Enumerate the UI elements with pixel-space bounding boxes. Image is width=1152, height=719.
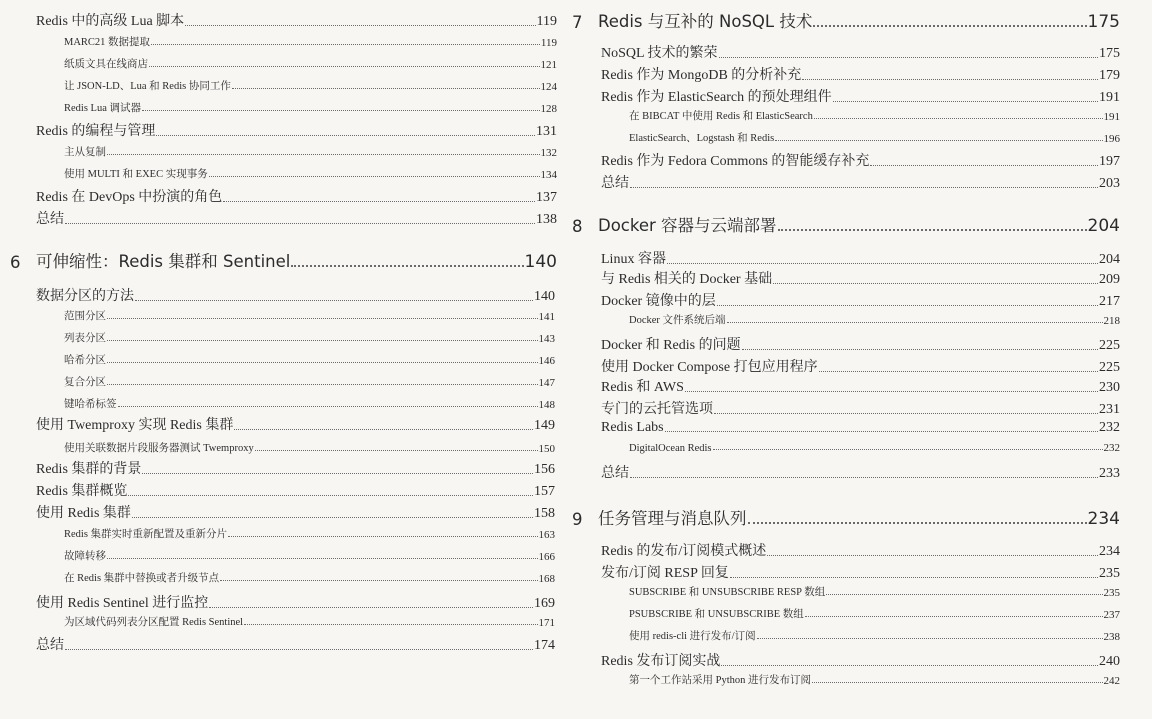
toc-entry-title: 第一个工作站采用 Python 进行发布订阅 [629,675,812,686]
leader-dots [107,154,540,155]
toc-page-number: 132 [540,147,557,159]
toc-entry-title: 键哈希标签 [64,399,117,410]
toc-entry[interactable] [601,376,1120,396]
toc-entry-title: Redis Lua 调试器 [64,103,141,114]
chapter-page-number: 175 [1087,12,1120,32]
toc-entry-title: Redis 中的高级 Lua 脚本 [36,14,185,29]
leader-dots [234,429,533,430]
toc-page-number: 141 [538,311,555,323]
toc-entry[interactable] [36,10,557,30]
leader-dots [232,88,540,89]
toc-entry-title: 使用 Docker Compose 打包应用程序 [601,360,818,375]
toc-page-number: 217 [1099,294,1120,309]
leader-dots [291,265,523,267]
toc-entry[interactable] [601,650,1120,670]
toc-entry-title: 与 Redis 相关的 Docker 基础 [601,272,773,287]
toc-entry-title: Redis 和 AWS [601,380,684,395]
toc-entry[interactable] [36,480,555,500]
toc-entry-title: Redis 的编程与管理 [36,124,156,139]
toc-page-number: 134 [540,169,557,181]
toc-entry-title: 为区域代码列表分区配置 Redis Sentinel [64,617,244,628]
toc-entry-title: 在 Redis 集群中替换或者升级节点 [64,573,220,584]
leader-dots [223,201,535,202]
leader-dots [156,135,535,136]
leader-dots [151,44,540,45]
toc-entry-title: 总结 [601,466,629,481]
leader-dots [742,349,1098,350]
leader-dots [714,413,1098,414]
toc-entry-title: Redis 作为 MongoDB 的分析补充 [601,68,802,83]
leader-dots [107,318,538,319]
toc-page-number: 143 [538,333,555,345]
toc-entry[interactable] [64,78,557,93]
toc-entry-title: Linux 容器 [601,252,666,267]
toc-entry[interactable] [64,100,557,115]
chapter-heading[interactable] [10,248,557,272]
toc-entry-title: MARC21 数据提取 [64,37,151,48]
leader-dots [812,682,1102,683]
leader-dots [118,406,538,407]
toc-entry[interactable] [36,285,555,305]
toc-entry[interactable] [601,248,1120,268]
toc-entry[interactable] [629,130,1120,145]
toc-page-number: 158 [534,506,555,521]
toc-page-number: 148 [538,399,555,411]
leader-dots [128,495,533,496]
toc-entry[interactable] [64,56,557,71]
toc-entry[interactable] [601,150,1120,170]
toc-entry[interactable] [36,186,557,206]
toc-page-number: 119 [536,14,557,29]
toc-entry-title: 哈希分区 [64,355,106,366]
toc-entry[interactable] [629,312,1120,327]
toc-entry-title: SUBSCRIBE 和 UNSUBSCRIBE RESP 数组 [629,587,826,598]
toc-entry-title: 使用 MULTI 和 EXEC 实现事务 [64,169,208,180]
toc-entry-title: ElasticSearch、Logstash 和 Redis [629,133,775,144]
leader-dots [185,25,535,26]
toc-entry[interactable] [601,462,1120,482]
toc-page-number: 175 [1099,46,1120,61]
toc-page-number: 169 [534,596,555,611]
toc-page-number: 203 [1099,176,1120,191]
leader-dots [802,79,1098,80]
toc-entry-title: 使用 Twemproxy 实现 Redis 集群 [36,418,234,433]
toc-entry-title: 让 JSON-LD、Lua 和 Redis 协同工作 [64,81,231,92]
toc-entry[interactable] [64,34,557,49]
toc-page-number: 156 [534,462,555,477]
toc-page-number: 191 [1099,90,1120,105]
chapter-title: Docker 容器与云端部署 [598,216,777,235]
toc-entry[interactable] [629,442,1120,454]
chapter-number: 6 [10,253,21,272]
toc-entry-title: Redis 作为 Fedora Commons 的智能缓存补充 [601,154,870,169]
leader-dots [149,66,540,67]
toc-entry[interactable] [629,606,1120,621]
toc-page-number: 140 [534,289,555,304]
toc-entry[interactable] [601,42,1120,62]
leader-dots [255,450,538,451]
toc-page-number: 119 [540,37,557,49]
toc-entry-title: 总结 [36,638,64,653]
toc-entry[interactable] [64,396,555,411]
toc-page-number: 124 [540,81,557,93]
toc-page-number: 230 [1099,380,1120,395]
leader-dots [107,340,538,341]
toc-entry[interactable] [601,64,1120,84]
leader-dots [870,165,1098,166]
toc-entry[interactable] [64,526,555,541]
toc-entry[interactable] [601,420,1120,436]
toc-page-number: 209 [1099,272,1120,287]
chapter-number: 9 [572,510,583,529]
chapter-number: 7 [572,13,583,32]
toc-page-number: 174 [534,638,555,653]
leader-dots [826,594,1102,595]
toc-page-number: 237 [1103,609,1120,621]
toc-page-number: 234 [1099,544,1120,559]
toc-page-number: 171 [538,617,555,629]
toc-entry-title: Redis 作为 ElasticSearch 的预处理组件 [601,90,832,105]
leader-dots [244,624,537,625]
toc-entry-title: Docker 文件系统后端 [629,315,726,326]
toc-page-number: 150 [538,443,555,455]
chapter-title: Redis 与互补的 NoSQL 技术 [598,12,813,31]
toc-entry[interactable] [629,108,1120,123]
leader-dots [767,555,1098,556]
chapter-page-number: 234 [1087,509,1120,529]
toc-entry[interactable] [64,570,555,585]
leader-dots [775,140,1102,141]
toc-entry[interactable] [64,144,557,159]
toc-page-number: 128 [540,103,557,115]
toc-entry[interactable] [601,540,1120,560]
toc-page-number: 218 [1103,315,1120,327]
toc-entry[interactable] [36,208,557,228]
chapter-heading[interactable] [572,505,1120,529]
leader-dots [719,57,1098,58]
toc-entry[interactable] [629,672,1120,687]
toc-page-number: 225 [1099,360,1120,375]
leader-dots [209,176,540,177]
leader-dots [107,558,538,559]
toc-page-number: 168 [538,573,555,585]
toc-page-number: 166 [538,551,555,563]
toc-entry[interactable] [64,614,555,629]
toc-page-number: 242 [1103,675,1120,687]
leader-dots [727,322,1103,323]
toc-page-number: 240 [1099,654,1120,669]
toc-entry[interactable] [64,166,557,181]
toc-page-number: 197 [1099,154,1120,169]
leader-dots [107,362,538,363]
leader-dots [814,118,1103,119]
leader-dots [685,391,1098,392]
leader-dots [833,101,1098,102]
toc-entry[interactable] [629,584,1120,599]
toc-entry[interactable] [64,308,555,323]
toc-entry[interactable] [64,330,555,345]
leader-dots [748,522,1087,524]
leader-dots [757,638,1103,639]
toc-entry-title: Redis 集群概览 [36,484,128,499]
leader-dots [142,473,533,474]
toc-page-number: 121 [540,59,557,71]
leader-dots [717,305,1098,306]
toc-page-number: 231 [1099,402,1120,417]
toc-entry-title: PSUBSCRIBE 和 UNSUBSCRIBE 数组 [629,609,804,620]
leader-dots [228,536,537,537]
toc-page-number: 146 [538,355,555,367]
toc-entry-title: 使用关联数据片段服务器测试 Twemproxy [64,443,254,454]
toc-page-number: 138 [536,212,557,227]
toc-entry[interactable] [64,440,555,455]
leader-dots [65,649,533,650]
toc-entry-title: 总结 [601,176,629,191]
toc-page-number: 149 [534,418,555,433]
toc-entry-title: 在 BIBCAT 中使用 Redis 和 ElasticSearch [629,111,813,122]
toc-entry[interactable] [36,592,555,612]
leader-dots [135,300,533,301]
leader-dots [142,110,540,111]
leader-dots [665,431,1098,432]
toc-page-number: 147 [538,377,555,389]
toc-entry-title: 列表分区 [64,333,106,344]
chapter-page-number: 140 [524,252,557,272]
toc-entry[interactable] [36,634,555,654]
leader-dots [630,187,1098,188]
toc-entry[interactable] [601,562,1120,582]
toc-entry-title: 纸质文具在线商店 [64,59,148,70]
toc-entry-title: Redis Labs [601,420,664,435]
toc-entry[interactable] [601,86,1120,106]
chapter-number: 8 [572,217,583,236]
toc-entry[interactable] [601,172,1120,192]
leader-dots [730,577,1098,578]
toc-entry-title: 主从复制 [64,147,106,158]
toc-entry[interactable] [36,502,555,522]
toc-entry-title: Redis 集群的背景 [36,462,142,477]
toc-entry[interactable] [36,120,557,140]
toc-entry-title: DigitalOcean Redis [629,443,712,454]
toc-entry-title: Redis 在 DevOps 中扮演的角色 [36,190,223,205]
toc-page-number: 179 [1099,68,1120,83]
toc-entry-title: 使用 redis-cli 进行发布/订阅 [629,631,756,642]
chapter-title: 任务管理与消息队列 [598,509,747,528]
toc-entry-title: Docker 镜像中的层 [601,294,716,309]
toc-entry[interactable] [64,374,555,389]
leader-dots [667,263,1098,264]
toc-entry[interactable] [64,548,555,563]
leader-dots [805,616,1103,617]
leader-dots [813,25,1086,27]
toc-entry-title: 发布/订阅 RESP 回复 [601,566,729,581]
toc-entry-title: 专门的云托管选项 [601,402,713,417]
toc-entry[interactable] [601,334,1120,354]
toc-page-number: 137 [536,190,557,205]
toc-page-number: 235 [1099,566,1120,581]
toc-page-number: 157 [534,484,555,499]
toc-entry-title: 使用 Redis 集群 [36,506,131,521]
toc-entry-title: NoSQL 技术的繁荣 [601,46,718,61]
toc-entry[interactable] [629,628,1120,643]
toc-entry[interactable] [64,352,555,367]
toc-page-number: 204 [1099,252,1120,267]
toc-entry-title: Redis 集群实时重新配置及重新分片 [64,529,228,540]
toc-entry-title: 数据分区的方法 [36,289,134,304]
toc-entry[interactable] [36,414,555,434]
toc-entry-title: Redis 发布订阅实战 [601,654,721,669]
leader-dots [132,517,533,518]
chapter-heading[interactable] [572,8,1120,32]
toc-entry-title: 复合分区 [64,377,106,388]
toc-entry[interactable] [601,356,1120,376]
leader-dots [819,371,1098,372]
leader-dots [630,477,1098,478]
toc-entry[interactable] [601,398,1120,418]
chapter-heading[interactable] [572,212,1120,236]
toc-entry[interactable] [601,290,1120,310]
toc-entry-title: 故障转移 [64,551,106,562]
toc-page-number: 191 [1103,111,1120,123]
leader-dots [721,665,1098,666]
leader-dots [713,449,1103,450]
leader-dots [778,229,1087,231]
toc-entry-title: Docker 和 Redis 的问题 [601,338,741,353]
chapter-page-number: 204 [1087,216,1120,236]
toc-page-number: 196 [1103,133,1120,145]
leader-dots [107,384,538,385]
leader-dots [773,283,1098,284]
toc-page-number: 225 [1099,338,1120,353]
chapter-title: 可伸缩性：Redis 集群和 Sentinel [36,252,291,271]
toc-entry-title: 使用 Redis Sentinel 进行监控 [36,596,209,611]
leader-dots [209,607,533,608]
toc-page-number: 235 [1103,587,1120,599]
toc-page-number: 232 [1103,442,1120,454]
toc-page-number: 163 [538,529,555,541]
toc-entry-title: Redis 的发布/订阅模式概述 [601,544,767,559]
leader-dots [65,223,535,224]
toc-entry-title: 范围分区 [64,311,106,322]
toc-page-number: 131 [536,124,557,139]
toc-entry[interactable] [601,268,1120,288]
toc-page-number: 232 [1099,420,1120,435]
toc-page-number: 238 [1103,631,1120,643]
toc-entry[interactable] [36,458,555,478]
toc-page-number: 233 [1099,466,1120,481]
leader-dots [220,580,537,581]
toc-entry-title: 总结 [36,212,64,227]
